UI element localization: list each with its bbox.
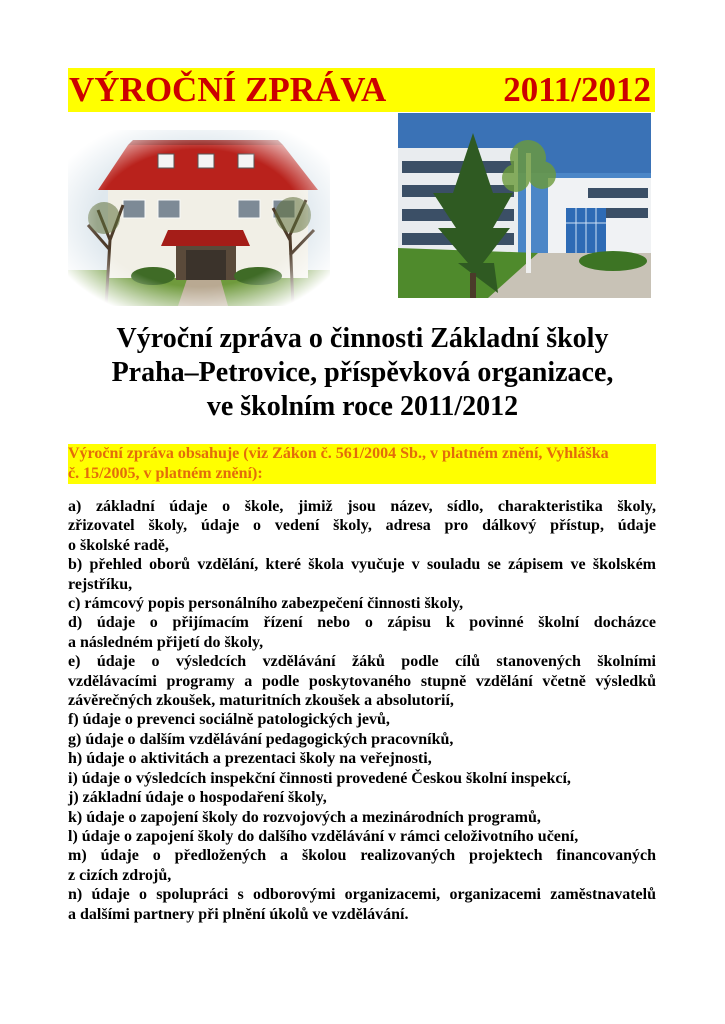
contents-item-line: o školské radě, [68, 536, 169, 554]
contents-item-line: f) údaje o prevenci sociálně patologických jevů, [68, 711, 390, 729]
contents-item-line: g) údaje o dalším vzdělávání pedagogických pracovníků, [68, 730, 454, 748]
contents-item-line: n) údaje o spolupráci s odborovými organizacemi, organizacemi zaměstnavatelů [68, 886, 656, 904]
school-building-photo-modern [398, 113, 651, 298]
contents-item-line: c) rámcový popis personálního zabezpečení činnosti školy, [68, 595, 464, 613]
contents-item-line: i) údaje o výsledcích inspekční činnosti provedené Českou školní inspekcí, [68, 769, 571, 787]
contents-item-line: vzdělávacími programy a podle poskytovaného stupně vzdělání včetně výsledků [68, 672, 656, 690]
contents-list-item [68, 788, 656, 807]
contents-list-item [68, 710, 656, 729]
contents-list-item [68, 808, 656, 827]
contents-list-item [68, 846, 656, 885]
contents-list-item [68, 749, 656, 768]
contents-item-line: a) základní údaje o škole, jimiž jsou název, sídlo, charakteristika školy, [68, 498, 656, 515]
contents-list-item [68, 652, 656, 710]
intro-line: Výroční zpráva obsahuje (viz Zákon č. 561/2004 Sb., v platném znění, Vyhláška [68, 445, 609, 462]
contents-intro [68, 444, 656, 484]
subtitle-line: ve školním roce 2011/2012 [206, 391, 519, 422]
contents-item-line: d) údaje o přijímacím řízení nebo o zápisu k povinné školní docházce [68, 614, 656, 632]
intro-line: č. 15/2005, v platném znění): [68, 465, 263, 482]
contents-item-line: a dalšími partnery při plnění úkolů ve vzdělávání. [68, 905, 409, 923]
contents-list-item [68, 594, 656, 613]
contents-list-item [68, 555, 656, 594]
contents-item-line: b) přehled oborů vzdělání, které škola vyučuje v souladu se zápisem ve školském [68, 556, 656, 574]
contents-list-item [68, 827, 656, 846]
contents-item-line: a následném přijetí do školy, [68, 633, 264, 651]
report-subtitle [60, 322, 665, 424]
school-building-photo-old [68, 130, 330, 306]
contents-item-line: z cizích zdrojů, [68, 866, 172, 884]
contents-item-line: rejstříku, [68, 575, 133, 593]
contents-item-line: k) údaje o zapojení školy do rozvojových a mezinárodních programů, [68, 808, 541, 826]
contents-list-item [68, 613, 656, 652]
contents-list [68, 497, 656, 924]
contents-list-item [68, 885, 656, 924]
subtitle-line: Praha–Petrovice, příspěvková organizace, [111, 357, 614, 388]
report-title: VÝROČNÍ ZPRÁVA [69, 70, 387, 109]
report-year: 2011/2012 [503, 70, 651, 109]
contents-item-line: zřizovatel školy, údaje o vedení školy, adresa pro dálkový přístup, údaje [68, 517, 656, 535]
contents-item-line: h) údaje o aktivitách a prezentaci školy na veřejnosti, [68, 750, 432, 768]
title-banner [68, 68, 655, 112]
contents-item-line: m) údaje o předložených a školou realizovaných projektech financovaných [68, 847, 656, 865]
contents-list-item [68, 769, 656, 788]
contents-item-line: e) údaje o výsledcích vzdělávání žáků podle cílů stanovených školními [68, 653, 656, 671]
contents-item-line: závěrečných zkoušek, maturitních zkoušek a absolutorií, [68, 692, 454, 710]
contents-list-item [68, 497, 656, 555]
contents-list-item [68, 730, 656, 749]
subtitle-line: Výroční zpráva o činnosti Základní školy [116, 323, 609, 354]
contents-item-line: l) údaje o zapojení školy do dalšího vzdělávání v rámci celoživotního učení, [68, 827, 579, 845]
contents-item-line: j) základní údaje o hospodaření školy, [68, 789, 327, 807]
